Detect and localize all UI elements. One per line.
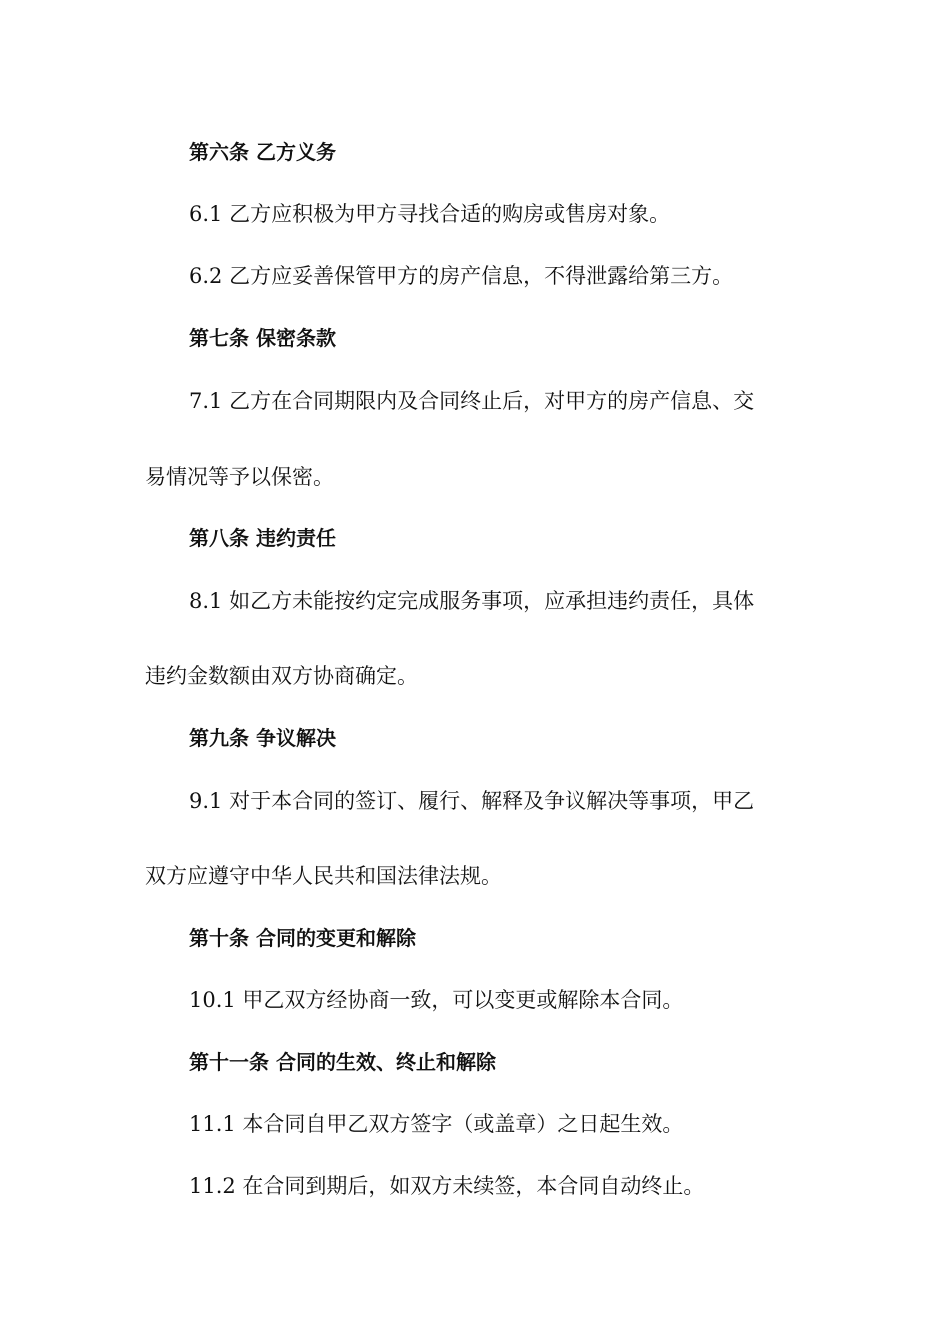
clause-7-1: 7.1 乙方在合同期限内及合同终止后，对甲方的房产信息、交	[189, 389, 755, 413]
clause-6-1: 6.1 乙方应积极为甲方寻找合适的购房或售房对象。	[189, 202, 671, 226]
clause-8-1-continued: 违约金数额由双方协商确定。	[145, 664, 418, 688]
clause-11-1: 11.1 本合同自甲乙双方签字（或盖章）之日起生效。	[189, 1112, 684, 1136]
section-heading-6: 第六条 乙方义务	[189, 140, 336, 164]
section-heading-11: 第十一条 合同的生效、终止和解除	[189, 1050, 496, 1074]
clause-9-1-continued: 双方应遵守中华人民共和国法律法规。	[145, 864, 502, 888]
clause-11-2: 11.2 在合同到期后，如双方未续签，本合同自动终止。	[189, 1174, 705, 1198]
section-heading-8: 第八条 违约责任	[189, 526, 336, 550]
clause-9-1: 9.1 对于本合同的签订、履行、解释及争议解决等事项，甲乙	[189, 789, 755, 813]
clause-8-1: 8.1 如乙方未能按约定完成服务事项，应承担违约责任，具体	[189, 589, 755, 613]
section-heading-7: 第七条 保密条款	[189, 326, 336, 350]
clause-6-2: 6.2 乙方应妥善保管甲方的房产信息，不得泄露给第三方。	[189, 264, 734, 288]
clause-10-1: 10.1 甲乙双方经协商一致，可以变更或解除本合同。	[189, 988, 684, 1012]
section-heading-10: 第十条 合同的变更和解除	[189, 926, 416, 950]
clause-7-1-continued: 易情况等予以保密。	[145, 465, 334, 489]
section-heading-9: 第九条 争议解决	[189, 726, 336, 750]
